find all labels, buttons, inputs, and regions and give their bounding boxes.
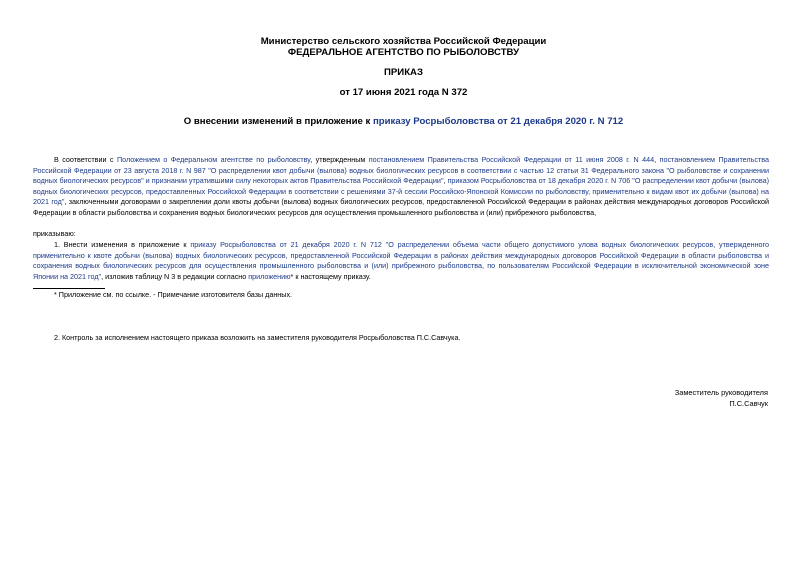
order-712-link[interactable]: приказу Росрыболовства от 21 декабря 2020 г. N 712 "О распределении объема части общего допустимого улова водных биологических ресурсов, утвержденного применительно к квоте добычи (вылова) водных биологических ресурсов, предоставленной Российской Федерации в районах действия международных договоров Российской Федерации в области рыболовства и сохранения водных биологических ресурсов для осуществления промышленного рыболовства и (или) прибрежного рыболовства, по пользователям Российской Федерации в исключительной экономической зоне Японии на 2021 год"	[33, 240, 769, 281]
order-word: приказываю:	[33, 229, 76, 238]
intro-text-3: ,	[654, 155, 660, 164]
government-resolution-987-link[interactable]: постановлением Правительства Российской Федерации от 23 августа 2018 г. N 987 "О распределении квот добычи (вылова) водных биологических ресурсов в соответствии с частью 12 статьи 31 Федерального закона "О рыболовстве и сохранении водных биологических ресурсов" и признании утратившими силу некоторых актов Правительства Российской Федерации"	[33, 155, 769, 186]
document-date-number: от 17 июня 2021 года N 372	[339, 87, 468, 98]
agency-name: ФЕДЕРАЛЬНОЕ АГЕНТСТВО ПО РЫБОЛОВСТВУ	[287, 47, 520, 58]
document-title	[0, 116, 807, 127]
item-1-text-2: , изложив таблицу N 3 в редакции согласно	[101, 271, 249, 281]
title-text: О внесении изменений в приложение к	[183, 116, 373, 127]
item-2-paragraph: 2. Контроль за исполнением настоящего приказа возложить на заместителя руководителя Росрыболовства П.С.Савчука.	[54, 333, 461, 342]
ministry-name: Министерство сельского хозяйства Российской Федерации	[260, 36, 547, 47]
title-order-link[interactable]: приказу Росрыболовства от 21 декабря 2020 г. N 712	[372, 116, 624, 127]
item-1-text-3: * к настоящему приказу.	[290, 271, 371, 281]
signature-position: Заместитель руководителя	[674, 388, 768, 397]
government-resolution-444-link[interactable]: постановлением Правительства Российской Федерации от 11 июня 2008 г. N 444	[368, 155, 655, 164]
item-1-text-1: 1. Внести изменения в приложение к	[54, 240, 191, 249]
document-type: ПРИКАЗ	[384, 67, 423, 78]
intro-text-1: В соответствии с	[54, 155, 117, 164]
intro-text-5: , заключенными договорами о закреплении доли квоты добычи (вылова) водных биологических ресурсов, предоставленной Российской Федерации в районах действия международных договоров Российской Федерации в области рыболовства и сохранения водных биологических ресурсов для осуществления промышленного рыболовства и (или) прибрежного рыболовства,	[33, 197, 769, 217]
order-706-link[interactable]: приказом Росрыболовства от 18 декабря 2020 г. N 706 "О распределении квот добычи (вылова) водных биологических ресурсов, предоставленных Российской Федерации в соответствии с решениями 37-й сессии Российско-Японской Комиссии по рыболовству, применительно к видам квот их добычи (вылова) на 2021 год"	[33, 176, 769, 207]
intro-text-4: ,	[443, 176, 448, 186]
signature-name: П.С.Савчук	[729, 399, 768, 408]
regulation-link[interactable]: Положением о Федеральном агентстве по рыболовству	[116, 155, 311, 164]
intro-paragraph	[33, 155, 769, 219]
footnote-separator	[33, 288, 105, 289]
item-1-paragraph	[33, 240, 769, 282]
footnote: * Приложение см. по ссылке. - Примечание изготовителя базы данных.	[54, 290, 293, 299]
intro-text-2: , утвержденным	[310, 155, 369, 164]
appendix-link[interactable]: приложению	[248, 271, 291, 281]
